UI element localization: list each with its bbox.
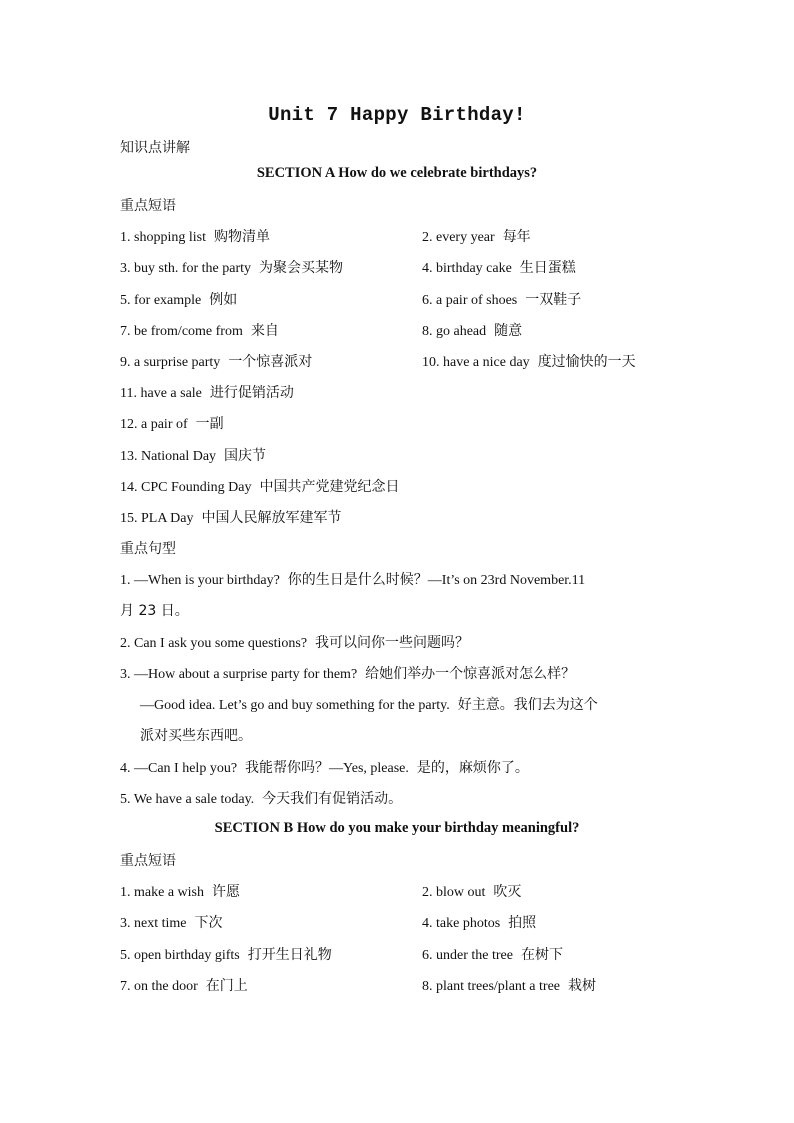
section-a-phrases-heading: 重点短语: [120, 198, 176, 214]
section-a-title: SECTION A How do we celebrate birthdays?: [256, 165, 538, 181]
phrase-item: 7. be from/come from 来自: [120, 323, 279, 339]
phrase-item: 5. open birthday gifts 打开生日礼物: [120, 947, 332, 963]
phrase-item: 10. have a nice day 度过愉快的一天: [422, 354, 636, 370]
section-b-title: SECTION B How do you make your birthday meaningful?: [214, 820, 580, 836]
phrase-item: 6. under the tree 在树下: [422, 947, 563, 963]
phrase-item: 15. PLA Day 中国人民解放军建军节: [120, 510, 342, 526]
sentence-item: 1. —When is your birthday? 你的生日是什么时候？—It’s on 23rd November.11: [120, 572, 586, 588]
sentence-item: 4. —Can I help you? 我能帮你吗？—Yes, please. 是的，麻烦你了。: [120, 760, 529, 776]
page-title: Unit 7 Happy Birthday!: [268, 104, 526, 126]
phrase-item: 11. have a sale 进行促销活动: [120, 385, 294, 401]
sentence-item: 月 23 日。: [120, 603, 189, 619]
phrase-item: 7. on the door 在门上: [120, 978, 248, 994]
phrase-item: 1. shopping list 购物清单: [120, 229, 270, 245]
sentence-item: —Good idea. Let’s go and buy something for the party. 好主意。我们去为这个: [140, 697, 598, 713]
phrase-item: 3. buy sth. for the party 为聚会买某物: [120, 260, 344, 276]
phrase-item: 8. go ahead 随意: [422, 323, 523, 339]
sentence-item: 2. Can I ask you some questions? 我可以问你一些问题吗？: [120, 635, 470, 651]
phrase-item: 1. make a wish 许愿: [120, 884, 240, 900]
sentence-item: 5. We have a sale today. 今天我们有促销活动。: [120, 791, 403, 807]
phrase-item: 5. for example 例如: [120, 292, 238, 308]
phrase-item: 4. take photos 拍照: [422, 915, 537, 931]
phrase-item: 14. CPC Founding Day 中国共产党建党纪念日: [120, 479, 400, 495]
phrase-item: 4. birthday cake 生日蛋糕: [422, 260, 576, 276]
phrase-item: 6. a pair of shoes 一双鞋子: [422, 292, 582, 308]
phrase-item: 2. every year 每年: [422, 229, 531, 245]
section-b-phrases-heading: 重点短语: [120, 853, 176, 869]
section-a-sentences-heading: 重点句型: [120, 541, 176, 557]
sentence-item: 派对买些东西吧。: [140, 728, 252, 744]
phrase-item: 2. blow out 吹灭: [422, 884, 522, 900]
phrase-item: 3. next time 下次: [120, 915, 223, 931]
phrase-item: 9. a surprise party 一个惊喜派对: [120, 354, 313, 370]
sentence-item: 3. —How about a surprise party for them? 给她们举办一个惊喜派对怎么样？: [120, 666, 576, 682]
phrase-item: 13. National Day 国庆节: [120, 448, 267, 464]
intro-heading: 知识点讲解: [120, 140, 190, 156]
phrase-item: 8. plant trees/plant a tree 栽树: [422, 978, 596, 994]
phrase-item: 12. a pair of 一副: [120, 416, 224, 432]
